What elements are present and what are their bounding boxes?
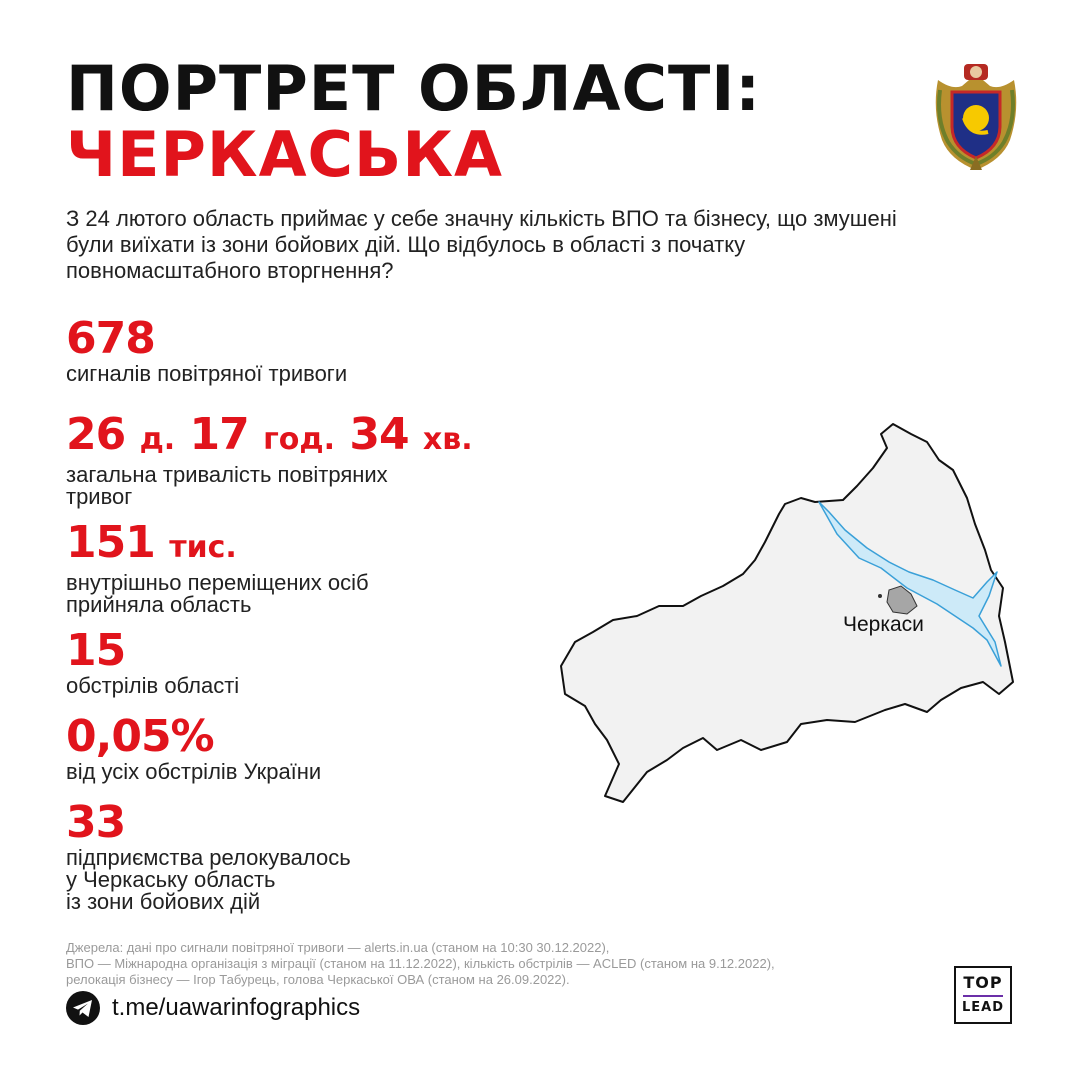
stat-shelling-share-value: 0,05% — [66, 711, 214, 762]
stat-air-alerts-value: 678 — [66, 313, 155, 364]
telegram-handle[interactable]: t.me/uawarinfographics — [112, 994, 361, 1021]
logo-bottom-text: LEAD — [961, 1000, 1005, 1015]
region-map — [555, 420, 1025, 810]
stat-shelling — [66, 626, 586, 698]
stat-idp — [66, 518, 586, 617]
stat-relocated-desc-1: підприємства релокувалось — [66, 845, 351, 870]
telegram-icon — [66, 991, 100, 1025]
stat-air-alerts-desc: сигналів повітряної тривоги — [66, 361, 348, 386]
stat-relocated-business — [66, 798, 586, 914]
stat-idp-value — [66, 518, 586, 573]
idp-number: 151 — [66, 517, 155, 568]
duration-days-unit: д. — [139, 422, 176, 457]
idp-unit: тис. — [169, 530, 237, 565]
stat-shelling-share-desc: від усіх обстрілів України — [66, 759, 322, 784]
duration-minutes: 34 — [349, 409, 409, 460]
duration-hours: 17 — [189, 409, 249, 460]
stat-relocated-desc-3: із зони бойових дій — [66, 889, 261, 914]
title-line-2-region: ЧЕРКАСЬКА — [66, 118, 503, 191]
sources-line-3: релокація бізнесу — Ігор Табурець, голова Черкаської ОВА (станом на 26.09.2022). — [66, 972, 570, 987]
stat-alert-duration-value — [66, 410, 586, 465]
sources-text — [66, 940, 926, 988]
stat-shelling-desc: обстрілів області — [66, 673, 240, 698]
duration-hours-unit: год. — [263, 422, 335, 457]
title-line-1: ПОРТРЕТ ОБЛАСТІ: — [66, 52, 762, 125]
page-title — [66, 52, 762, 191]
stat-relocated-desc-2: у Черкаську область — [66, 867, 276, 892]
stat-alert-duration — [66, 410, 586, 509]
duration-days: 26 — [66, 409, 126, 460]
sources-line-1: Джерела: дані про сигнали повітряної тривоги — alerts.in.ua (станом на 10:30 30.12.2022), — [66, 940, 610, 955]
stat-idp-desc-2: прийняла область — [66, 592, 252, 617]
stat-alert-duration-desc-2: тривог — [66, 484, 133, 509]
map-city-label: Черкаси — [843, 613, 924, 636]
stat-shelling-value: 15 — [66, 625, 126, 676]
toplead-logo — [954, 966, 1012, 1024]
duration-minutes-unit: хв. — [422, 422, 473, 457]
stat-shelling-share — [66, 712, 586, 784]
logo-divider — [963, 995, 1003, 997]
stat-relocated-value: 33 — [66, 797, 126, 848]
city-dot — [878, 594, 882, 598]
intro-text: З 24 лютого область приймає у себе значну кількість ВПО та бізнесу, що змушені були виїхати із зони бойових дій. Що відбулось в області з початку повномасштабного вторгнення? — [66, 206, 897, 283]
logo-top-text: TOP — [963, 973, 1003, 992]
stat-idp-desc-1: внутрішньо переміщених осіб — [66, 570, 369, 595]
stat-air-alerts — [66, 314, 586, 386]
telegram-link[interactable] — [66, 990, 360, 1026]
cherkasy-coat-of-arms-icon — [930, 60, 1022, 172]
sources-line-2: ВПО — Міжнародна організація з міграції (станом на 11.12.2022), кількість обстрілів — ACLED (станом на 9.12.2022), — [66, 956, 775, 971]
region-outline — [561, 424, 1013, 802]
stat-alert-duration-desc-1: загальна тривалість повітряних — [66, 462, 388, 487]
